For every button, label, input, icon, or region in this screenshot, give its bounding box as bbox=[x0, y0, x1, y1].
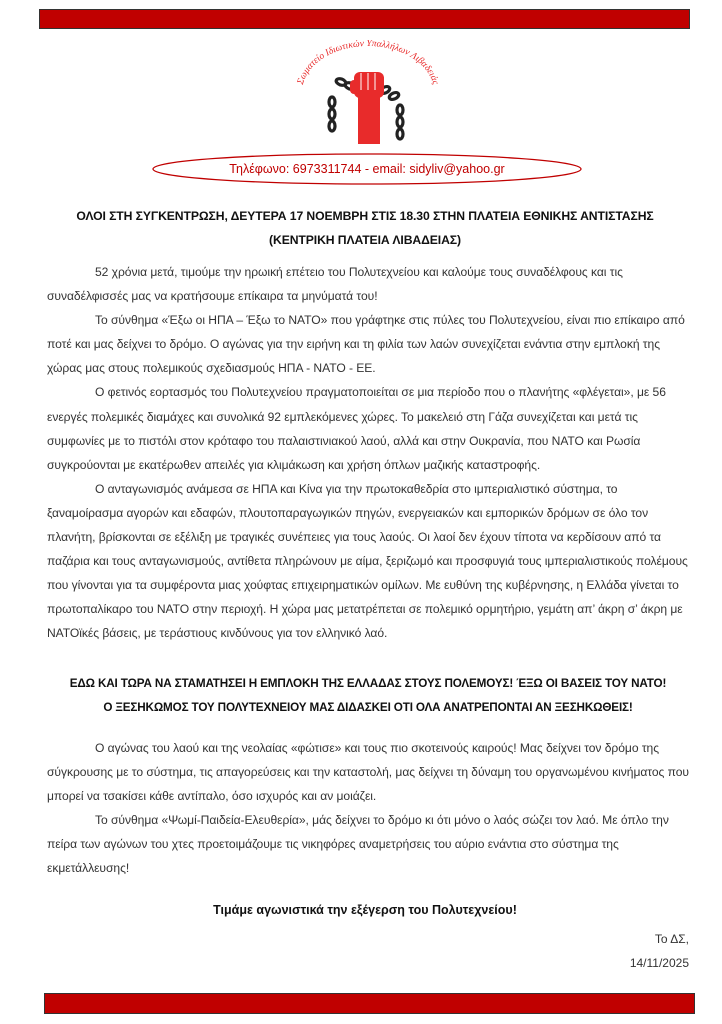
paragraph: Το σύνθημα «Ψωμί-Παιδεία-Ελευθερία», μάς δείχνει το δρόμο κι ότι μόνο ο λαός σώζει τον λαό. Με όπλο την πείρα των αγώνων του χτες προετοιμάζουμε τις νικηφόρες αναμετρήσεις του αύριο ενάντια στο σύστημα της εκμετάλλευσης! bbox=[47, 813, 669, 876]
body-section-a bbox=[47, 260, 693, 646]
body-section-b bbox=[47, 736, 693, 881]
emphasis-line-2: Ο ΞΕΣΗΚΩΜΟΣ ΤΟΥ ΠΟΛΥΤΕΧΝΕΙΟΥ ΜΑΣ ΔΙΔΑΣΚΕΙ ΟΤΙ ΟΛΑ ΑΝΑΤΡΕΠΟΝΤΑΙ ΑΝ ΞΕΣΗΚΩΘΕΙΣ! bbox=[103, 701, 633, 714]
signature-date: 14/11/2025 bbox=[629, 956, 689, 970]
fist-icon bbox=[350, 72, 384, 144]
headline-line-1: ΟΛΟΙ ΣΤΗ ΣΥΓΚΕΝΤΡΩΣΗ, ΔΕΥΤΕΡΑ 17 ΝΟΕΜΒΡΗ ΣΤΙΣ 18.30 ΣΤΗΝ ΠΛΑΤΕΙΑ ΕΘΝΙΚΗΣ ΑΝΤΙΣΤΑΣΗΣ bbox=[76, 209, 654, 223]
paragraph: 52 χρόνια μετά, τιμούμε την ηρωική επέτειο του Πολυτεχνείου και καλούμε τους συναδέλφους και τις συναδέλφισσές μας να κρατήσουμε επίκαιρα τα μηνύματά του! bbox=[47, 265, 623, 304]
bottom-red-banner bbox=[44, 993, 695, 1014]
paragraph: Ο ανταγωνισμός ανάμεσα σε ΗΠΑ και Κίνα για την πρωτοκαθεδρία στο ιμπεριαλιστικό σύστημα, το ξαναμοίρασμα αγορών και εδαφών, πλουτοπαραγωγικών πηγών, ενεργειακών και εμπορικών δρόμων σε όλο τον πλανήτη, βρίσκονται σε εξέλιξη με τραγικές συνέπειες για τους λαούς. Οι λαοί δεν έχουν τίποτα να κερδίσουν από τα παζάρια και τους ανταγωνισμούς, αντίθετα πληρώνουν με αίμα, ξεριζωμό και προσφυγιά τους ιμπεριαλιστικούς πολέμους που γίνονται για τα συμφέροντα μιας χούφτας επιχειρηματικών ομίλων. Με ευθύνη της κυβέρνησης, η Ελλάδα γίνεται το πρωτοπαλίκαρο του ΝΑΤΟ στην περιοχή. Η χώρα μας μετατρέπεται σε πολεμικό ορμητήριο, γεμάτη απ’ άκρη σ’ άκρη με ΝΑΤΟϊκές βάσεις, με τεράστιους κινδύνους για τον ελληνικό λαό. bbox=[47, 481, 688, 641]
headline-line-2: (ΚΕΝΤΡΙΚΗ ΠΛΑΤΕΙΑ ΛΙΒΑΔΕΙΑΣ) bbox=[269, 233, 461, 247]
contact-oval bbox=[150, 152, 584, 186]
paragraph: Ο φετινός εορτασμός του Πολυτεχνείου πραγματοποιείται σε μια περίοδο που ο πλανήτης «φλέγεται», με 56 ενεργές πολεμικές διαμάχες και συνολικά 92 εμπλεκόμενες χώρες. Το μακελειό στη Γάζα συνεχίζεται και μετά τις συμφωνίες με το πιστόλι στον κρόταφο του παλαιστινιακού λαού, αλλά και στην Ουκρανία, που ΝΑΤΟ και Ρωσία συγκρούονται με εκατέρωθεν απειλές για κλιμάκωση και χρήση όπλων μαζικής καταστροφής. bbox=[47, 385, 666, 472]
raised-fist-broken-chain-icon bbox=[288, 40, 448, 150]
union-logo bbox=[288, 40, 448, 150]
closing-slogan: Τιμάμε αγωνιστικά την εξέγερση του Πολυτεχνείου! bbox=[213, 903, 517, 917]
paragraph: Το σύνθημα «Έξω οι ΗΠΑ – Έξω το ΝΑΤΟ» που γράφτηκε στις πύλες του Πολυτεχνείου, είναι πιο επίκαιρο από ποτέ και μας δείχνει το δρόμο. Ο αγώνας για την ειρήνη και τη φιλία των λαών συνεχίζεται ενάντια στην εμπλοκή της χώρας μας στους πολεμικούς σχεδιασμούς ΗΠΑ - ΝΑΤΟ - ΕΕ. bbox=[47, 313, 685, 376]
contact-info: Τηλέφωνο: 6973311744 - email: sidyliv@yahoo.gr bbox=[229, 162, 505, 176]
top-red-banner bbox=[39, 9, 690, 29]
logo-arc-text: Σωματείο Ιδιωτικών Υπαλλήλων Λιβαδειάς bbox=[295, 40, 441, 86]
paragraph: Ο αγώνας του λαού και της νεολαίας «φώτισε» και τους πιο σκοτεινούς καιρούς! Μας δείχνει τον δρόμο της σύγκρουσης με το σύστημα, τις απαγορεύσεις και την καταστολή, μας δείχνει τη δύναμη του οργανωμένου κινήματος που μπορεί να τσακίσει κάθε αντίπαλο, όσο ισχυρός και αν μοιάζει. bbox=[47, 741, 689, 804]
signature-signer: Το ΔΣ, bbox=[654, 932, 689, 946]
emphasis-line-1: ΕΔΩ ΚΑΙ ΤΩΡΑ ΝΑ ΣΤΑΜΑΤΗΣΕΙ Η ΕΜΠΛΟΚΗ ΤΗΣ ΕΛΛΑΔΑΣ ΣΤΟΥΣ ΠΟΛΕΜΟΥΣ! ΈΞΩ ΟΙ ΒΑΣΕΙΣ ΤΟΥ ΝΑΤΟ! bbox=[69, 677, 667, 690]
